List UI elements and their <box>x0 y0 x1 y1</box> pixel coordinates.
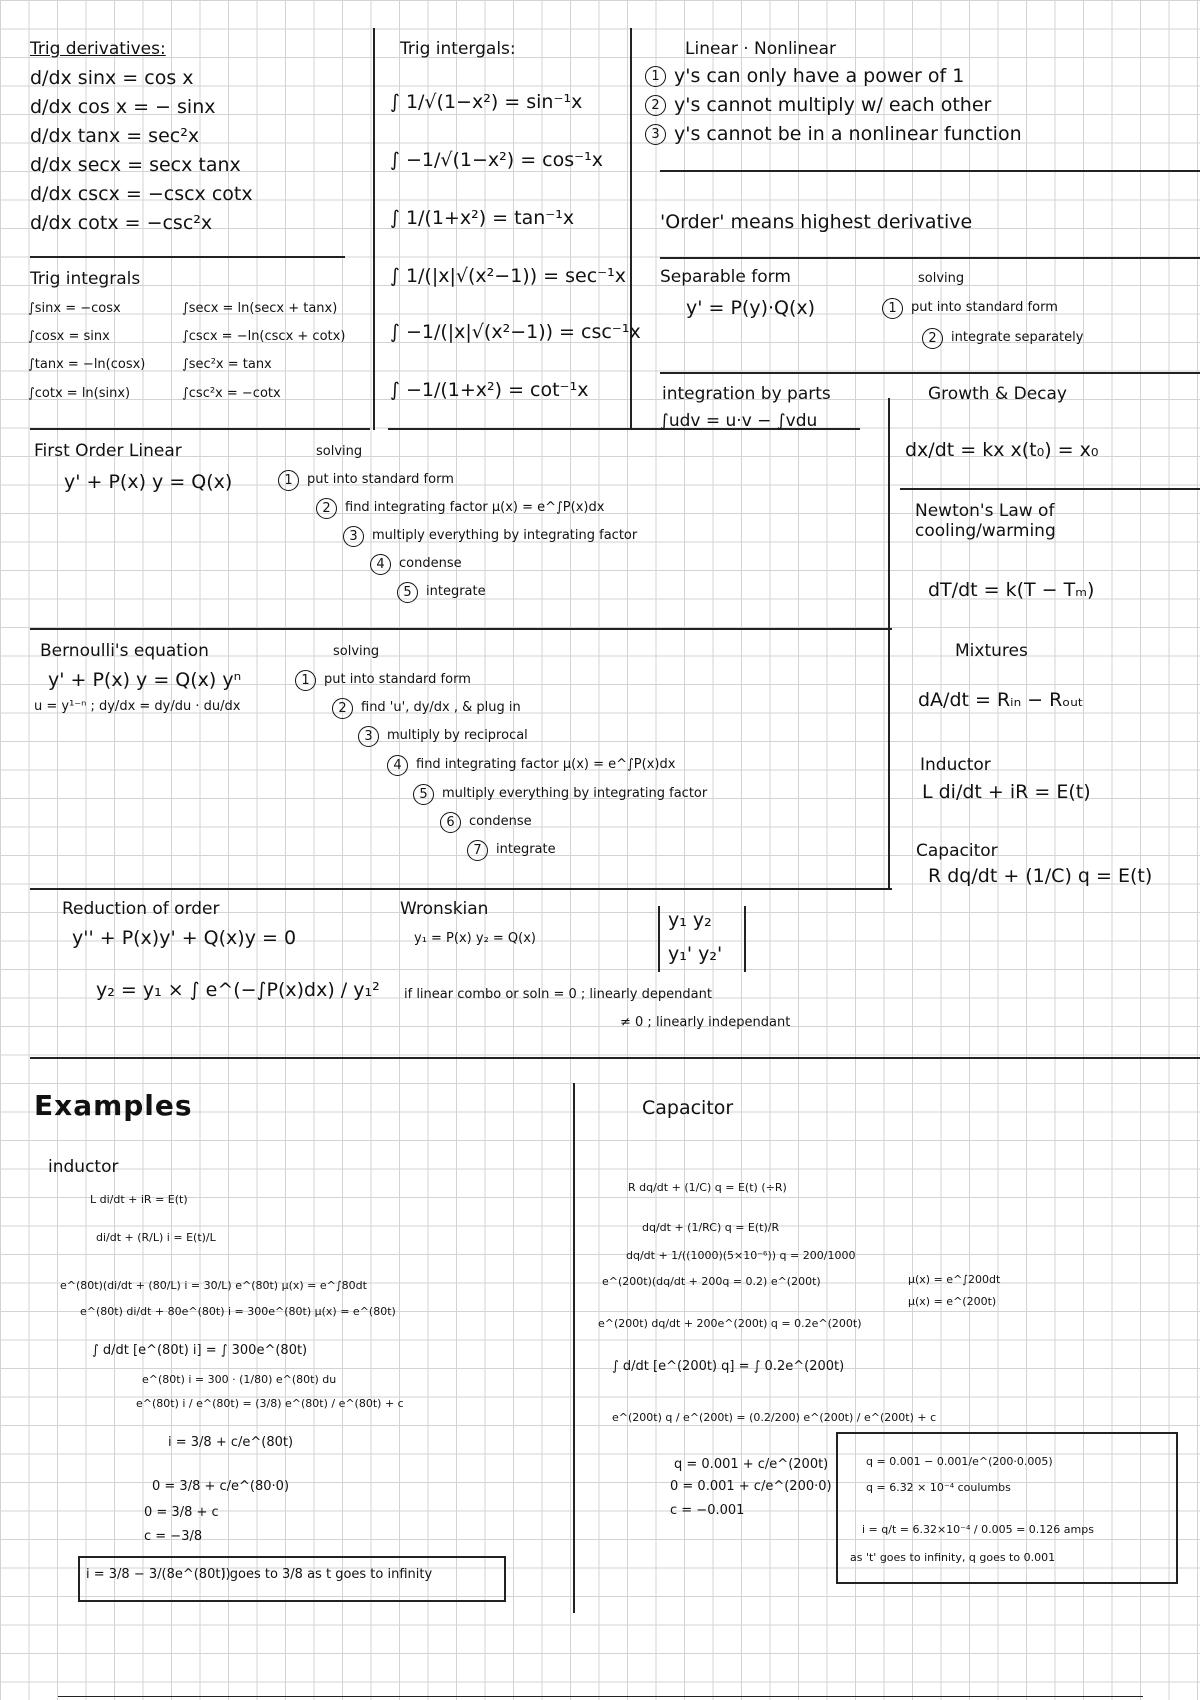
step-number: 4 <box>387 755 408 776</box>
solving-step <box>370 554 462 575</box>
trig-derivative-line: d/dx cos x = − sinx <box>30 96 216 118</box>
trig-derivative-line: d/dx sinx = cos x <box>30 67 194 89</box>
solving-step-text: integrate separately <box>951 330 1084 346</box>
trig-derivative-line: d/dx cscx = −cscx cotx <box>30 183 253 205</box>
trig-integral-line: ∫cotx = ln(sinx) <box>28 386 131 401</box>
bernoulli-equation: y' + P(x) y = Q(x) yⁿ <box>48 669 242 691</box>
inductor-step: c = −3/8 <box>144 1529 203 1544</box>
mixtures-equation: dA/dt = Rᵢₙ − Rₒᵤₜ <box>918 689 1084 711</box>
growth-decay-equation: dx/dt = kx x(t₀) = x₀ <box>905 439 1099 461</box>
step-number: 2 <box>645 95 666 116</box>
examples-title: Examples <box>34 1089 193 1122</box>
separable-equation: y' = P(y)·Q(x) <box>686 297 816 319</box>
capacitor-mu-line: μ(x) = e^(200t) <box>908 1295 997 1308</box>
step-number: 1 <box>295 670 316 691</box>
inverse-trig-line: ∫ 1/√(1−x²) = sin⁻¹x <box>390 91 583 113</box>
step-number: 6 <box>440 812 461 833</box>
solving-step-text: put into standard form <box>911 300 1058 316</box>
wronskian-condition: if linear combo or soln = 0 ; linearly dependant <box>404 987 712 1002</box>
solving-step-text: condense <box>469 814 532 830</box>
inverse-trig-integrals-title: Trig intergals: <box>400 39 516 59</box>
solving-step <box>278 470 454 491</box>
step-number: 2 <box>316 498 337 519</box>
capacitor-step: dq/dt + (1/RC) q = E(t)/R <box>642 1221 780 1234</box>
capacitor-step: q = 0.001 + c/e^(200t) <box>674 1457 829 1472</box>
mixtures-title: Mixtures <box>955 641 1028 661</box>
wronskian-given: y₁ = P(x) y₂ = Q(x) <box>414 931 537 946</box>
newtons-law-title: Newton's Law of cooling/warming <box>915 501 1056 541</box>
trig-integral-line: ∫tanx = −ln(cosx) <box>28 357 146 372</box>
separable-title: Separable form <box>660 267 791 287</box>
trig-derivative-line: d/dx tanx = sec²x <box>30 125 200 147</box>
solving-step-text: integrate <box>496 842 556 858</box>
inductor-equation: L di/dt + iR = E(t) <box>922 781 1091 803</box>
capacitor-step: ∫ d/dt [e^(200t) q] = ∫ 0.2e^(200t) <box>612 1359 845 1374</box>
divider <box>58 1696 1143 1697</box>
growth-decay-title: Growth & Decay <box>928 384 1067 404</box>
inductor-step: e^(80t) i / e^(80t) = (3/8) e^(80t) / e^(80t) + c <box>136 1397 404 1410</box>
inductor-example-title: inductor <box>48 1157 119 1177</box>
solving-step <box>922 328 1083 349</box>
capacitor-result-line: as 't' goes to infinity, q goes to 0.001 <box>850 1551 1056 1564</box>
solving-step <box>332 698 521 719</box>
integration-by-parts-title: integration by parts <box>662 384 831 404</box>
trig-integral-line: ∫sinx = −cosx <box>28 301 121 316</box>
divider <box>900 488 1200 490</box>
divider <box>660 372 1200 374</box>
step-number: 3 <box>358 726 379 747</box>
solving-step <box>397 582 486 603</box>
reduction-title: Reduction of order <box>62 899 220 919</box>
wronskian-condition: ≠ 0 ; linearly independant <box>620 1015 791 1030</box>
divider <box>630 28 632 430</box>
inductor-title: Inductor <box>920 755 991 775</box>
inductor-step: e^(80t) di/dt + 80e^(80t) i = 300e^(80t) μ(x) = e^(80t) <box>80 1305 396 1318</box>
divider <box>30 256 345 258</box>
bernoulli-substitution: u = y¹⁻ⁿ ; dy/dx = dy/du · du/dx <box>34 699 241 714</box>
first-order-linear-title: First Order Linear <box>34 441 182 461</box>
divider <box>30 628 892 630</box>
solving-label: solving <box>333 644 380 659</box>
inductor-result: i = 3/8 − 3/(8e^(80t)) <box>86 1567 231 1582</box>
solving-step <box>387 755 675 776</box>
linear-rule <box>645 66 964 88</box>
capacitor-equation: R dq/dt + (1/C) q = E(t) <box>928 865 1153 887</box>
wronskian-title: Wronskian <box>400 899 489 919</box>
inverse-trig-line: ∫ −1/(1+x²) = cot⁻¹x <box>390 379 589 401</box>
solving-step <box>358 726 528 747</box>
capacitor-result-line: i = q/t = 6.32×10⁻⁴ / 0.005 = 0.126 amps <box>862 1523 1094 1536</box>
solving-step-text: find integrating factor μ(x) = e^∫P(x)dx <box>416 757 676 773</box>
inductor-step: e^(80t) i = 300 · (1/80) e^(80t) du <box>142 1373 337 1386</box>
solving-step <box>316 498 604 519</box>
solving-step <box>295 670 471 691</box>
reduction-equation: y'' + P(x)y' + Q(x)y = 0 <box>72 927 297 949</box>
wronskian-matrix-row: y₁' y₂' <box>668 943 723 965</box>
capacitor-step: c = −0.001 <box>670 1503 745 1518</box>
solving-label: solving <box>316 444 363 459</box>
step-number: 5 <box>397 582 418 603</box>
integration-by-parts-equation: ∫udv = u·v − ∫vdu <box>660 411 818 431</box>
linear-rule-text: y's cannot multiply w/ each other <box>674 94 992 116</box>
inverse-trig-line: ∫ 1/(1+x²) = tan⁻¹x <box>390 207 575 229</box>
capacitor-step: e^(200t) dq/dt + 200e^(200t) q = 0.2e^(200t) <box>598 1317 862 1330</box>
trig-integral-line: ∫cosx = sinx <box>28 329 110 344</box>
capacitor-mu-line: μ(x) = e^∫200dt <box>908 1273 1001 1286</box>
divider <box>660 257 1200 259</box>
trig-derivatives-title: Trig derivatives: <box>30 39 166 59</box>
reduction-formula: y₂ = y₁ × ∫ e^(−∫P(x)dx) / y₁² <box>96 979 380 1001</box>
trig-integral-line: ∫cscx = −ln(cscx + cotx) <box>182 329 346 344</box>
inductor-step: di/dt + (R/L) i = E(t)/L <box>96 1231 216 1244</box>
step-number: 3 <box>645 124 666 145</box>
step-number: 1 <box>882 298 903 319</box>
inductor-step: 0 = 3/8 + c/e^(80·0) <box>152 1479 290 1494</box>
inverse-trig-line: ∫ −1/(|x|√(x²−1)) = csc⁻¹x <box>390 321 641 343</box>
step-number: 1 <box>278 470 299 491</box>
divider <box>373 28 375 430</box>
capacitor-step: R dq/dt + (1/C) q = E(t) (÷R) <box>628 1181 787 1194</box>
divider <box>573 1083 575 1613</box>
step-number: 4 <box>370 554 391 575</box>
capacitor-example-title: Capacitor <box>642 1097 734 1119</box>
solving-step-text: put into standard form <box>324 672 471 688</box>
divider <box>30 888 892 890</box>
linear-rule-text: y's cannot be in a nonlinear function <box>674 123 1022 145</box>
inverse-trig-line: ∫ −1/√(1−x²) = cos⁻¹x <box>390 149 604 171</box>
capacitor-step: e^(200t) q / e^(200t) = (0.2/200) e^(200t) / e^(200t) + c <box>612 1411 937 1424</box>
wronskian-matrix-row: y₁ y₂ <box>668 909 712 931</box>
divider <box>660 170 1200 172</box>
inductor-step: i = 3/8 + c/e^(80t) <box>168 1435 294 1450</box>
step-number: 7 <box>467 840 488 861</box>
solving-step-text: integrate <box>426 584 486 600</box>
solving-step <box>413 784 707 805</box>
capacitor-step: dq/dt + 1/((1000)(5×10⁻⁶)) q = 200/1000 <box>626 1249 856 1262</box>
capacitor-title: Capacitor <box>916 841 998 861</box>
solving-step-text: put into standard form <box>307 472 454 488</box>
order-note: 'Order' means highest derivative <box>660 211 973 233</box>
solving-step <box>343 526 637 547</box>
inductor-step: ∫ d/dt [e^(80t) i] = ∫ 300e^(80t) <box>92 1343 308 1358</box>
linear-nonlinear-title: Linear · Nonlinear <box>685 39 837 59</box>
step-number: 2 <box>332 698 353 719</box>
solving-step-text: multiply everything by integrating factor <box>442 786 708 802</box>
divider <box>30 1057 1200 1059</box>
divider <box>30 428 370 430</box>
determinant-bar <box>744 906 746 972</box>
inductor-step: e^(80t)(di/dt + (80/L) i = 30/L) e^(80t) μ(x) = e^∫80dt <box>60 1279 367 1292</box>
inductor-step: L di/dt + iR = E(t) <box>90 1193 188 1206</box>
solving-step <box>467 840 556 861</box>
step-number: 3 <box>343 526 364 547</box>
solving-step-text: find integrating factor μ(x) = e^∫P(x)dx <box>345 500 605 516</box>
capacitor-step: e^(200t)(dq/dt + 200q = 0.2) e^(200t) <box>602 1275 821 1288</box>
solving-step <box>440 812 532 833</box>
capacitor-result-line: q = 6.32 × 10⁻⁴ coulumbs <box>866 1481 1011 1494</box>
step-number: 2 <box>922 328 943 349</box>
inductor-result-note: i goes to 3/8 as t goes to infinity <box>222 1567 433 1582</box>
trig-derivative-line: d/dx secx = secx tanx <box>30 154 241 176</box>
newtons-law-equation: dT/dt = k(T − Tₘ) <box>928 579 1095 601</box>
solving-step-text: condense <box>399 556 462 572</box>
capacitor-result-line: q = 0.001 − 0.001/e^(200·0.005) <box>866 1455 1053 1468</box>
linear-rule <box>645 124 1022 146</box>
linear-rule-text: y's can only have a power of 1 <box>674 65 965 87</box>
trig-integrals-title: Trig integrals <box>30 269 141 289</box>
step-number: 1 <box>645 66 666 87</box>
inverse-trig-line: ∫ 1/(|x|√(x²−1)) = sec⁻¹x <box>390 265 627 287</box>
step-number: 5 <box>413 784 434 805</box>
linear-rule <box>645 95 991 117</box>
divider <box>888 398 890 890</box>
trig-integral-line: ∫sec²x = tanx <box>182 357 272 372</box>
trig-derivative-line: d/dx cotx = −csc²x <box>30 212 213 234</box>
first-order-linear-equation: y' + P(x) y = Q(x) <box>64 471 233 493</box>
trig-integral-line: ∫csc²x = −cotx <box>182 386 281 401</box>
solving-step <box>882 298 1058 319</box>
bernoulli-title: Bernoulli's equation <box>40 641 209 661</box>
determinant-bar <box>658 906 660 972</box>
solving-step-text: multiply everything by integrating factor <box>372 528 638 544</box>
inductor-step: 0 = 3/8 + c <box>144 1505 219 1520</box>
solving-step-text: find 'u', dy/dx , & plug in <box>361 700 521 716</box>
solving-label: solving <box>918 271 965 286</box>
capacitor-step: 0 = 0.001 + c/e^(200·0) <box>670 1479 832 1494</box>
solving-step-text: multiply by reciprocal <box>387 728 528 744</box>
trig-integral-line: ∫secx = ln(secx + tanx) <box>182 301 338 316</box>
